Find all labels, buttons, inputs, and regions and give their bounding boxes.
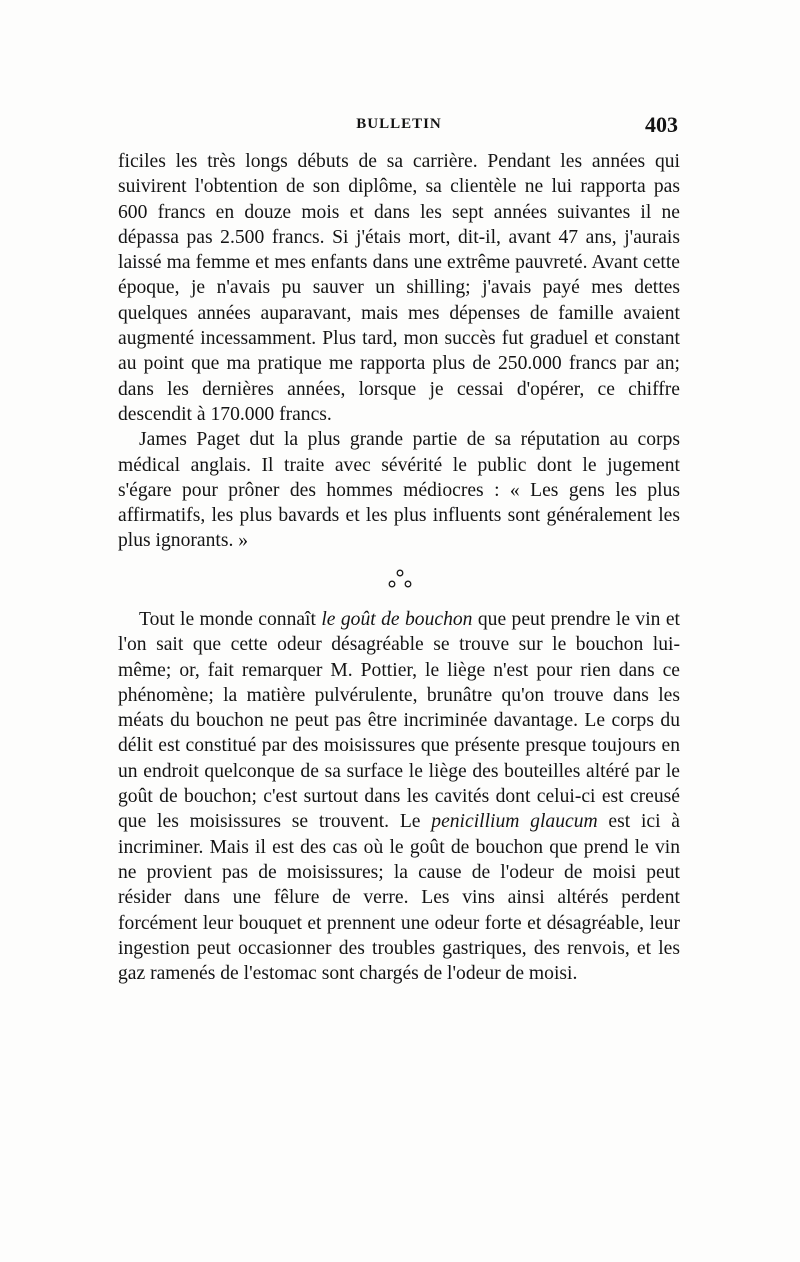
text-block-biography bbox=[118, 149, 680, 554]
text-run: est ici à incriminer. Mais il est des cas où le goût de bouchon que prend le vin ne provient pas de moisissures; la cause de l'odeur de moisi peut résider dans une fêlure de verre. Les vins ainsi altérés perdent forcément leur bouquet et prennent une odeur forte et désagréable, leur ingestion peut occasionner des troubles gastriques, des renvois, et les gaz ramenés de l'estomac sont chargés de l'odeur de moisi. bbox=[118, 811, 681, 985]
text-run: Tout le monde connaît bbox=[139, 609, 322, 630]
running-title: BULLETIN bbox=[356, 116, 442, 132]
text-run: que peut prendre le vin et l'on sait que cette odeur désagréable se trouve sur le bouchon lui-même; or, fait remarquer M. Pottier, le liège n'est pour rien dans ce phénomène; la matière pulvérulente, brunâtre qu'on trouve dans les méats du bouchon ne peut pas être incriminée davantage. Le corps du délit est constitué par des moisissures que présente presque toujours en un endroit quelconque de sa surface le liège des bouteilles altéré par le goût de bouchon; c'est surtout dans les cavités dont celui-ci est creusé que les moisissures se trouvent. Le bbox=[118, 609, 680, 833]
running-header bbox=[118, 112, 680, 142]
page-number: 403 bbox=[645, 112, 678, 137]
text-block-cork-taste bbox=[118, 607, 680, 986]
asterism-separator-icon bbox=[370, 566, 430, 592]
paragraph-career-income: ficiles les très longs débuts de sa carrière. Pendant les années qui suivirent l'obtention de son diplôme, sa clientèle ne lui rapporta pas 600 francs en douze mois et dans les sept années suivantes il ne dépassa pas 2.500 francs. Si j'étais mort, dit-il, avant 47 ans, j'aurais laissé ma femme et mes enfants dans une extrême pauvreté. Avant cette époque, je n'avais pu sauver un shilling; j'avais payé mes dettes quelques années auparavant, mais mes dépenses de famille avaient augmenté incessamment. Plus tard, mon succès fut graduel et constant au point que ma pratique me rapporta plus de 250.000 francs par an; dans les dernières années, lorsque je cessai d'opérer, ce chiffre descendit à 170.000 francs. bbox=[118, 151, 680, 425]
italic-term-penicillium: penicillium glaucum bbox=[431, 811, 598, 833]
italic-term-gout-de-bouchon: le goût de bouchon bbox=[321, 609, 473, 630]
paragraph-cork-taste bbox=[118, 607, 680, 986]
paragraph-reputation: James Paget dut la plus grande partie de sa réputation au corps médical anglais. Il traite avec sévérité le public dont le jugement s'égare pour prôner des hommes médiocres : « Les gens les plus affirmatifs, les plus bavards et les plus influents sont généralement les plus ignorants. » bbox=[118, 429, 680, 552]
